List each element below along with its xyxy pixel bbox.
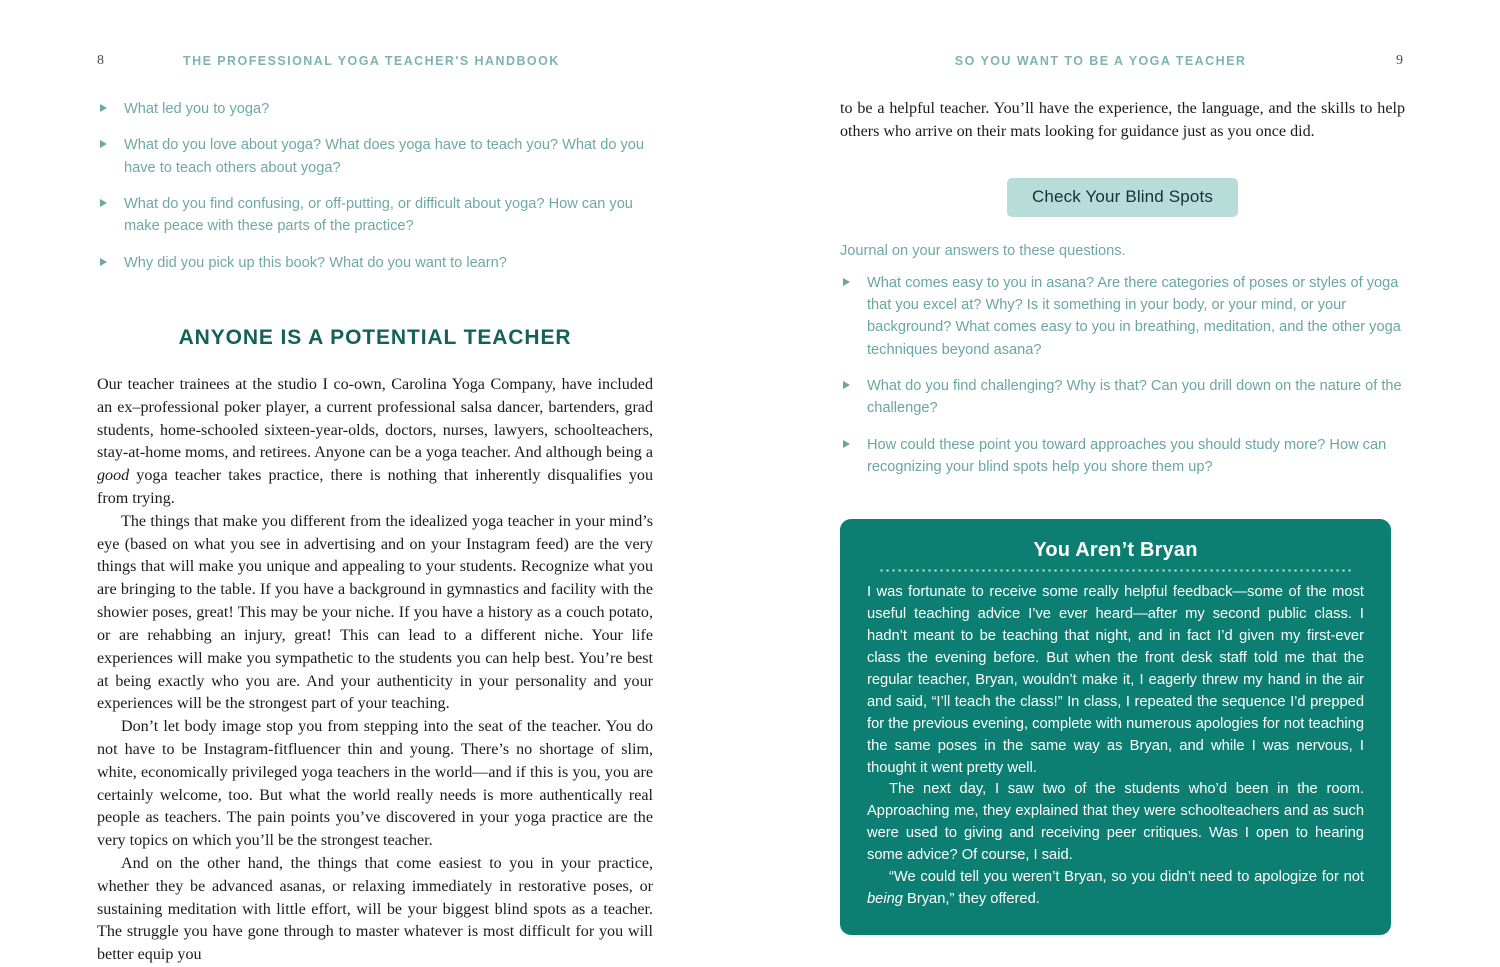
- body-paragraph: to be a helpful teacher. You’ll have the experience, the language, and the skills to help others who arrive on their mats looking for guidance just as you once did.: [840, 100, 1405, 140]
- triangle-bullet-icon: [843, 440, 850, 448]
- check-your-blind-spots-badge: Check Your Blind Spots: [1007, 178, 1238, 217]
- question-text: How could these point you toward approaches you should study more? How can recognizing your blind spots help you shore them up?: [867, 436, 1387, 475]
- dotted-divider: [877, 569, 1354, 572]
- question-text: What do you love about yoga? What does yoga have to teach you? What do you have to teach others about yoga?: [124, 137, 645, 176]
- right-page: [750, 0, 1500, 964]
- question-text: What led you to yoga?: [124, 101, 270, 117]
- right-folio-number: 9: [1395, 53, 1403, 68]
- triangle-bullet-icon: [843, 381, 850, 389]
- list-item: [840, 375, 1405, 420]
- right-question-list: [840, 272, 1405, 479]
- list-item: [840, 434, 1405, 479]
- badge-container: [840, 178, 1405, 217]
- list-item: [97, 98, 653, 120]
- list-item: [97, 134, 653, 179]
- section-heading: ANYONE IS A POTENTIAL TEACHER: [178, 325, 572, 349]
- list-item: [97, 252, 653, 274]
- body-paragraph: The things that make you different from the idealized yoga teacher in your mind’s eye (based on what you see in advertising and on your Instagram feed) are the very things that will make you unique and appealing to your students. Recognize what you are bringing to the table. If you have a background in gymnastics and facility with the showier poses, great! This may be your niche. If you have a history as a couch potato, or are rehabbing an injury, great! This can lead to a different niche. Your life experiences will make you sympathetic to the students you can help best. You’re best at being exactly who you are. And your authenticity in your personality and your experiences will be the strongest part of your teaching.: [97, 512, 653, 713]
- emphasized-word: being: [867, 890, 903, 907]
- body-paragraph: Don’t let body image stop you from stepping into the seat of the teacher. You do not have to be Instagram-fitfluencer thin and young. There’s no shortage of slim, white, economically privileged yoga teachers in the world—and if this is you, you are certainly welcome, too. But what the world really needs is more authentically real people as teachers. The pain points you’ve discovered in your yoga practice are the very topics on which you’ll be the strongest teacher.: [97, 718, 653, 850]
- callout-title: You Aren’t Bryan: [1033, 539, 1198, 562]
- left-content-column: [97, 98, 653, 967]
- question-text: What do you find confusing, or off-putting, or difficult about yoga? How can you make peace with these parts of the practice?: [124, 195, 633, 235]
- journal-prompt-lead: Journal on your answers to these questions.: [840, 242, 1126, 259]
- body-paragraph: And on the other hand, the things that come easiest to you in your practice, whether they be advanced asanas, or relaxing immediately in restorative poses, or sustaining meditation with little effort, will be your biggest blind spots as a teacher. The struggle you have gone through to master whatever is most difficult for you will better equip you: [97, 855, 653, 964]
- left-folio-number: 8: [97, 53, 104, 68]
- story-callout-box: [840, 519, 1391, 935]
- left-running-head: [97, 50, 653, 72]
- right-running-head-title: SO YOU WANT TO BE A YOGA TEACHER: [954, 54, 1247, 68]
- question-text: What comes easy to you in asana? Are there categories of poses or styles of yoga that you excel at? Why? Is it something in your body, or your mind, or your background? What comes easy to you in breathing, meditation, and the other yoga techniques beyond asana?: [867, 274, 1401, 358]
- triangle-bullet-icon: [100, 104, 107, 112]
- list-item: [840, 272, 1405, 361]
- right-content-column: [840, 98, 1405, 935]
- paragraph-text-part: Our teacher trainees at the studio I co-own, Carolina Yoga Company, have included an ex–professional poker player, a current professional salsa dancer, bartenders, grad students, home-schooled sixteen-year-olds, doctors, nurses, lawyers, schoolteachers, stay-at-home moms, and retirees. Anyone can be a yoga teacher. And although being a: [97, 375, 653, 462]
- triangle-bullet-icon: [843, 278, 850, 286]
- paragraph-text-part: yoga teacher takes practice, there is nothing that inherently disqualifies you from trying.: [97, 467, 653, 508]
- question-text: What do you find challenging? Why is that? Can you drill down on the nature of the challenge?: [867, 377, 1402, 417]
- paragraph-text-part: “We could tell you weren’t Bryan, so you didn’t need to apologize for not: [889, 869, 1364, 886]
- left-page: [0, 0, 750, 964]
- list-item: [97, 193, 653, 238]
- left-question-list: [97, 98, 653, 274]
- triangle-bullet-icon: [100, 199, 107, 207]
- left-running-head-title: THE PROFESSIONAL YOGA TEACHER'S HANDBOOK: [183, 54, 560, 68]
- triangle-bullet-icon: [100, 140, 107, 148]
- question-text: Why did you pick up this book? What do you want to learn?: [124, 254, 507, 271]
- callout-paragraph: [867, 867, 1364, 911]
- callout-paragraph: I was fortunate to receive some really helpful feedback—some of the most useful teaching advice I’ve ever heard—after my second public class. I hadn’t meant to be teaching that night, and in fact I’d given my first-ever class the evening before. But when the front desk staff told me that the regular teacher, Bryan, wouldn’t make it, I eagerly threw my hand in the air and said, “I’ll teach the class!” In class, I repeated the sequence I’d prepped for the previous evening, complete with numerous apologies for not teaching the same poses in the same way as Bryan, and while I was nervous, I thought it went pretty well.: [867, 584, 1364, 776]
- triangle-bullet-icon: [100, 258, 107, 266]
- paragraph-text-part: Bryan,” they offered.: [902, 890, 1040, 907]
- callout-paragraph: The next day, I saw two of the students who’d been in the room. Approaching me, they explained that they were schoolteachers and as such were used to giving and receiving peer critiques. Was I open to hearing some advice? Of course, I said.: [867, 781, 1364, 864]
- right-running-head: [750, 50, 1403, 72]
- emphasized-word: good: [97, 467, 130, 485]
- body-paragraph: [97, 374, 653, 511]
